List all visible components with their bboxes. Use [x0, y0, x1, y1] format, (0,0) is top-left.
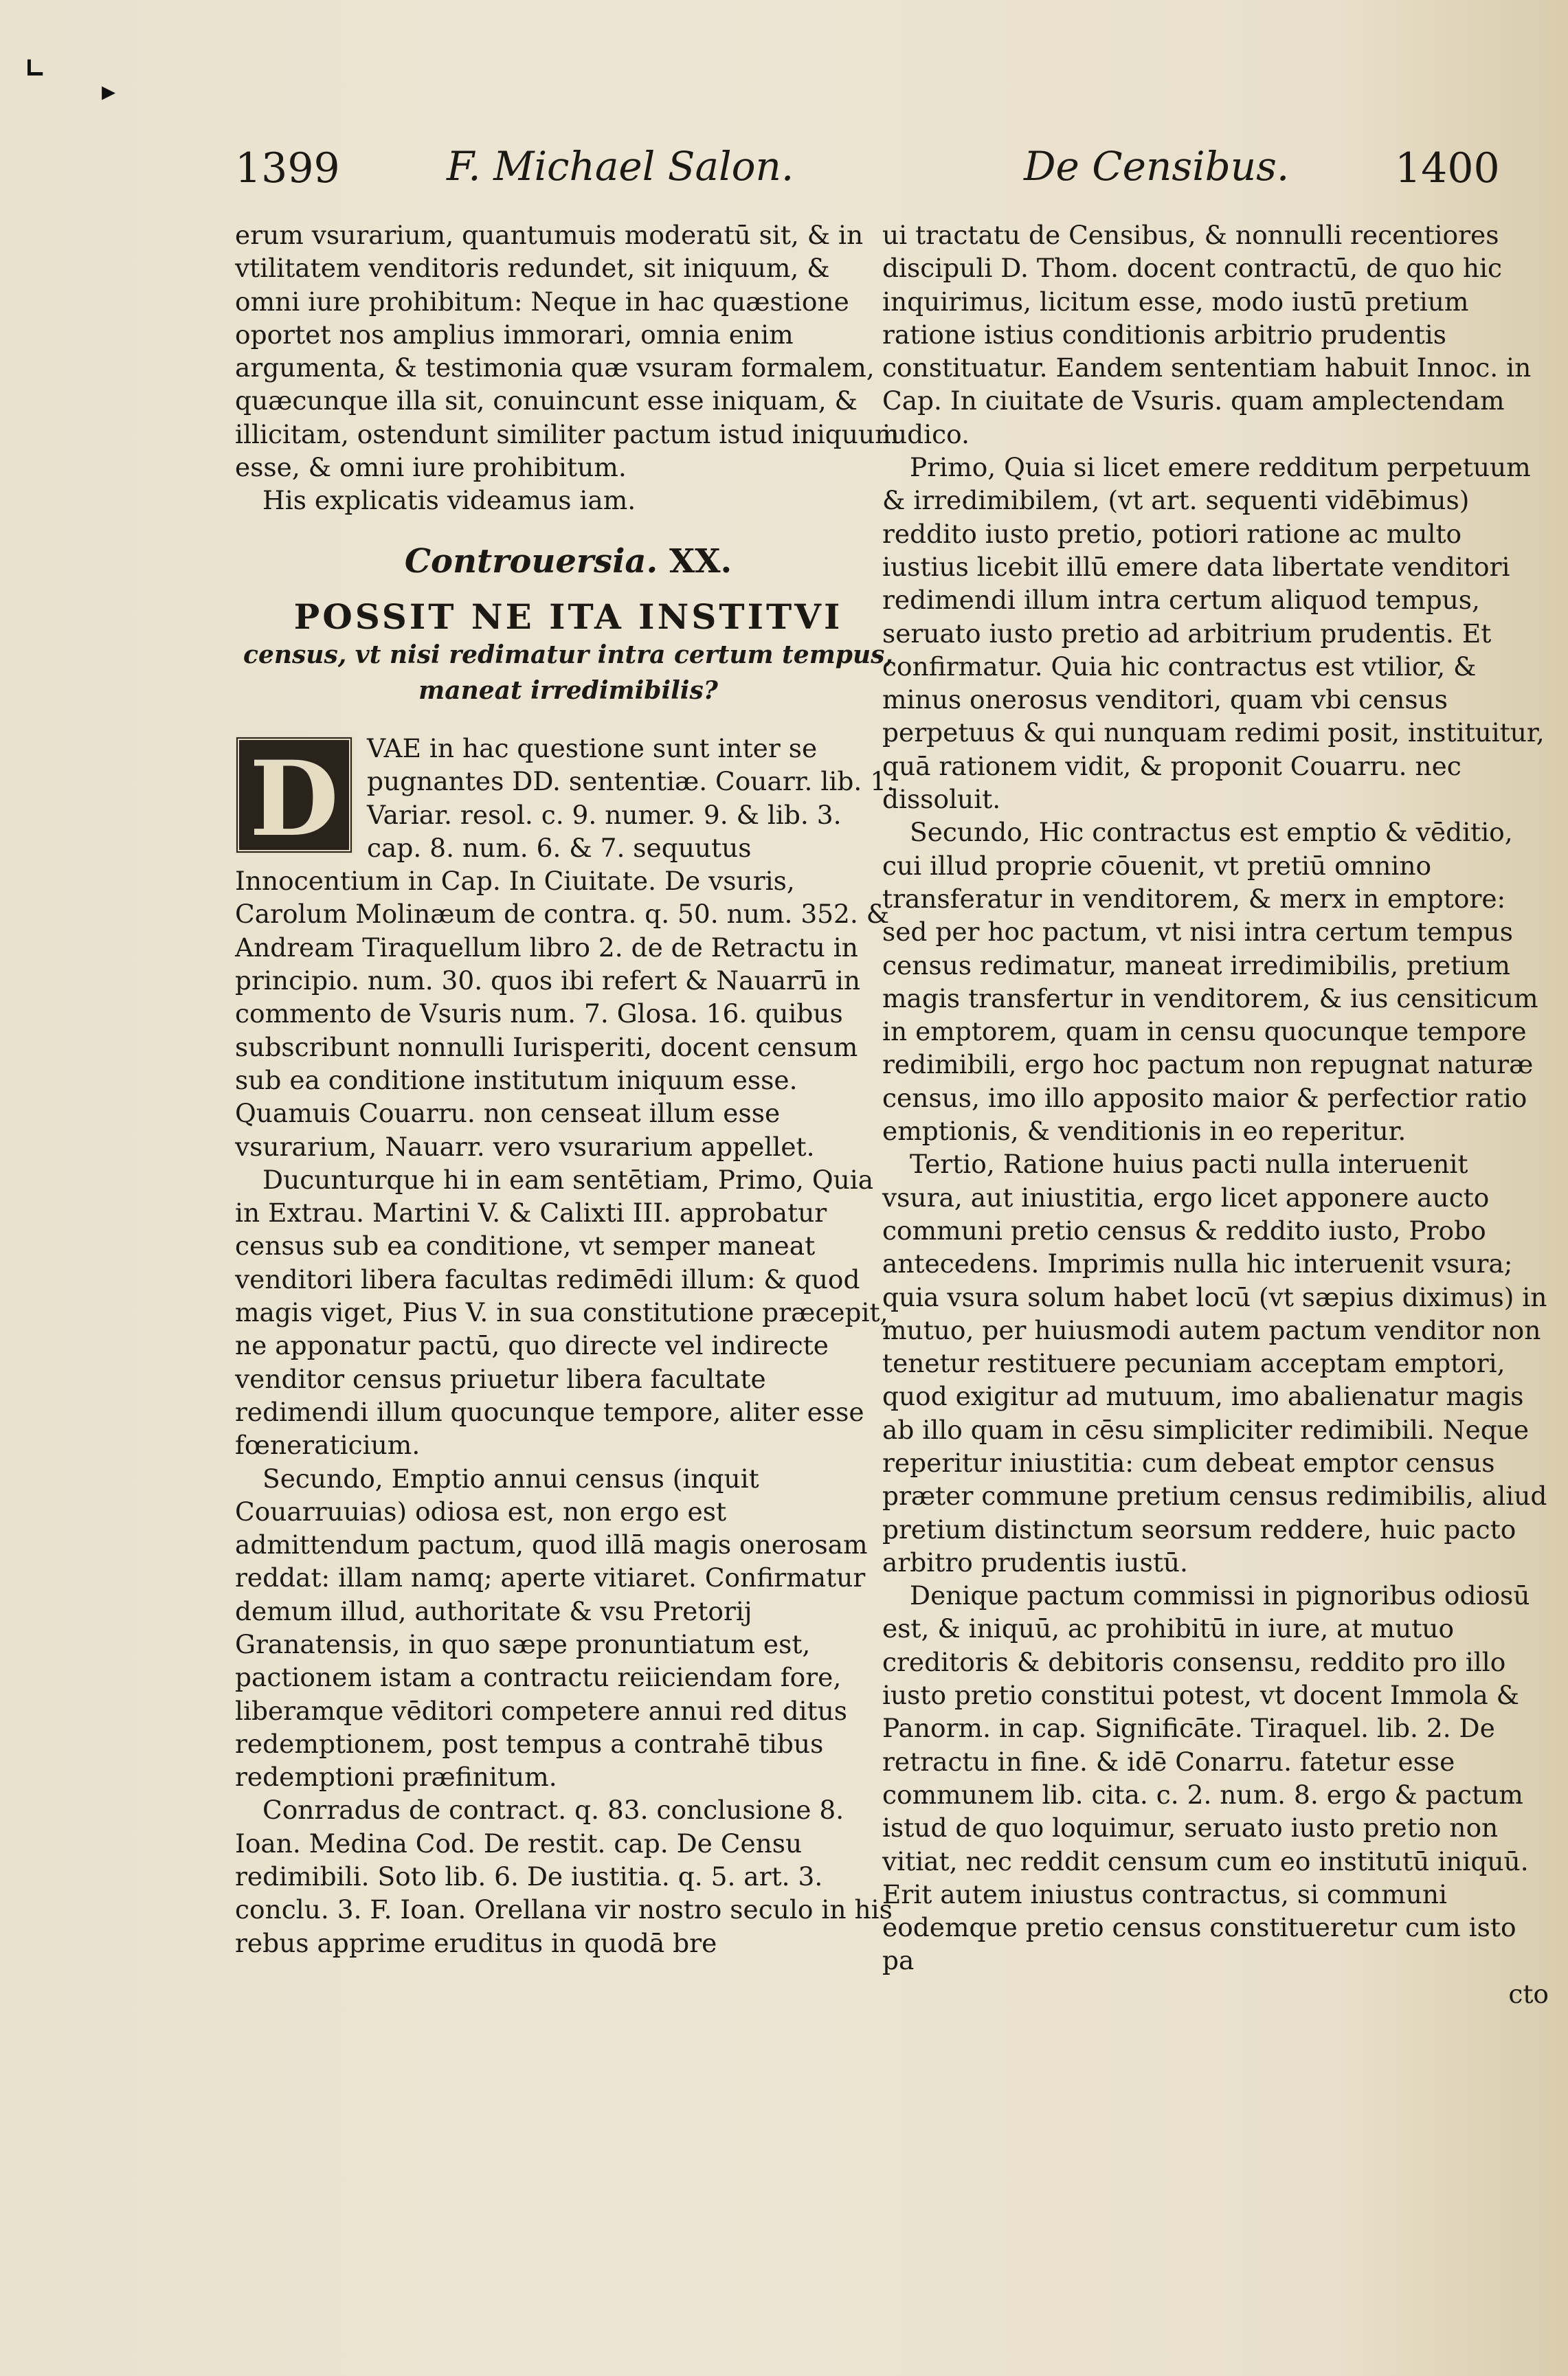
question-heading: POSSIT NE ITA INSTITVI — [293, 596, 843, 637]
right-paragraph-5: Denique pactum commissi in pignoribus odiosū est, & iniquū, ac prohibitū in iure, at mutuo creditoris & debitoris consensu, reddito pro illo iusto pretio constitui potest, vt docent Immola & Panorm. in cap. Significāte. Tiraquel. lib. 2. De retractu in fine. & idē Conarru. fatetur esse communem lib. cita. c. 2. num. 8. ergo & pactum istud de quo loquimur, seruato iusto pretio non vitiat, nec reddit censum cum eo institutū iniquū. Erit autem iniustus contractus, si communi eodemque pretio census constitueretur cum isto pa — [882, 1580, 1530, 1976]
left-paragraph-6: Conrradus de contract. q. 83. conclusione 8. Ioan. Medina Cod. De restit. cap. De Censu redimibili. Soto lib. 6. De iustitia. q. 5. art. 3. conclu. 3. F. Ioan. Orellana vir nostro seculo in his rebus apprime eruditus in quodā bre — [235, 1795, 893, 1958]
left-column — [235, 218, 901, 1960]
left-paragraph-4: Ducunturque hi in eam sentētiam, Primo, Quia in Extrau. Martini V. & Calixti III. approbatur census sub ea conditione, vt semper maneat venditori libera facultas redimēdi illum: & quod magis viget, Pius V. in sua constitutione præcepit, ne apponatur pactū, quo directe vel indirecte venditor census priuetur libera facultate redimendi illum quocunque tempore, aliter esse fœneraticium. — [235, 1164, 888, 1461]
question-subheading: census, vt nisi redimatur intra certum tempus, maneat irredimibilis? — [243, 640, 893, 705]
corner-mark-icon: ⌞ — [23, 27, 46, 84]
left-paragraph-2: His explicatis videamus iam. — [262, 485, 636, 516]
decorated-initial: D — [235, 736, 353, 854]
controversy-label: Controuersia. — [404, 541, 658, 581]
catchword: cto — [1508, 1978, 1549, 2009]
ink-blot-icon: ▸ — [102, 76, 116, 107]
right-page-number: 1400 — [1395, 144, 1500, 192]
left-running-head: F. Michael Salon. — [447, 143, 794, 190]
controversy-number: XX. — [669, 541, 732, 581]
right-running-head: De Censibus. — [1024, 143, 1290, 190]
right-paragraph-4: Tertio, Ratione huius pacti nulla interuenit vsura, aut iniustitia, ergo licet apponere aucto communi pretio census & reddito iusto, Probo antecedens. Imprimis nulla hic interuenit vsura; quia vsura solum habet locū (vt sæpius diximus) in mutuo, per huiusmodi autem pactum venditor non tenetur restituere pecuniam acceptam emptori, quod exigitur ad mutuum, imo abalienatur magis ab illo quam in cēsu simpliciter redimibili. Neque reperitur iniustitia: cum debeat emptor census præter commune pretium census redimibilis, aliud pretium distinctum seorsum reddere, huic pacto arbitro prudentis iustū. — [882, 1149, 1547, 1578]
right-column — [882, 218, 1549, 2010]
controversy-title — [235, 541, 901, 581]
left-page-number: 1399 — [235, 144, 340, 192]
left-paragraph-1: erum vsurarium, quantumuis moderatū sit, & in vtilitatem venditoris redundet, sit iniquum, & omni iure prohibitum: Neque in hac quæstione oportet nos amplius immorari, omnia enim argumenta, & testimonia quæ vsuram formalem, quæcunque illa sit, conuincunt esse iniquam, & illicitam, ostendunt similiter pactum istud iniquum esse, & omni iure prohibitum. — [235, 220, 899, 483]
left-paragraph-3 — [235, 732, 901, 1163]
running-header — [0, 131, 1568, 206]
right-paragraph-3: Secundo, Hic contractus est emptio & vēditio, cui illud proprie cōuenit, vt pretiū omnino transferatur in venditorem, & merx in emptore: sed per hoc pactum, vt nisi intra certum tempus census redimatur, maneat irredimibilis, pretium magis transfertur in venditorem, & ius censiticum in emptorem, quam in censu quocunque tempore redimibili, ergo hoc pactum non repugnat naturæ census, imo illo apposito maior & perfectior ratio emptionis, & venditionis in eo reperitur. — [882, 817, 1538, 1147]
right-paragraph-1: ui tractatu de Censibus, & nonnulli recentiores discipuli D. Thom. docent contractū, de quo hic inquirimus, licitum esse, modo iustū pretium ratione istius conditionis arbitrio prudentis constituatur. Eandem sententiam habuit Innoc. in Cap. In ciuitate de Vsuris. quam amplectendam iudico. — [882, 220, 1532, 449]
right-paragraph-2: Primo, Quia si licet emere redditum perpetuum & irredimibilem, (vt art. sequenti vidēbimus) reddito iusto pretio, potiori ratione ac multo iustius licebit illū emere data libertate venditori redimendi illum intra certum aliquod tempus, seruato iusto pretio ad arbitrium prudentis. Et confirmatur. Quia hic contractus est vtilior, & minus onerosus venditori, quam vbi census perpetuus & qui nunquam redimi posit, instituitur, quā rationem vidit, & proponit Couarru. nec dissoluit. — [882, 452, 1545, 815]
left-paragraph-5: Secundo, Emptio annui census (inquit Couarruuias) odiosa est, non ergo est admittendum pactum, quod illā magis onerosam reddat: illam namq; aperte vitiaret. Confirmatur demum illud, authoritate & vsu Pretorij Granatensis, in quo sæpe pronuntiatum est, pactionem istam a contractu reiiciendam fore, liberamque vēditori competere annui red ditus redemptionem, post tempus a contrahē tibus redemptioni præfinitum. — [235, 1463, 868, 1793]
left-paragraph-3-text: VAE in hac questione sunt inter se pugnantes DD. sententiæ. Couarr. lib. 1. Variar. resol. c. 9. numer. 9. & lib. 3. cap. 8. num. 6. & 7. sequutus Innocentium in Cap. In Ciuitate. De vsuris, Carolum Molinæum de contra. q. 50. num. 352. & Andream Tiraquellum libro 2. de de Retractu in principio. num. 30. quos ibi refert & Nauarrū in commento de Vsuris num. 7. Glosa. 16. quibus subscribunt nonnulli Iurisperiti, docent censum sub ea conditione institutum iniquum esse. Quamuis Couarru. non censeat illum esse vsurarium, Nauarr. vero vsurarium appellet. — [235, 732, 895, 1162]
